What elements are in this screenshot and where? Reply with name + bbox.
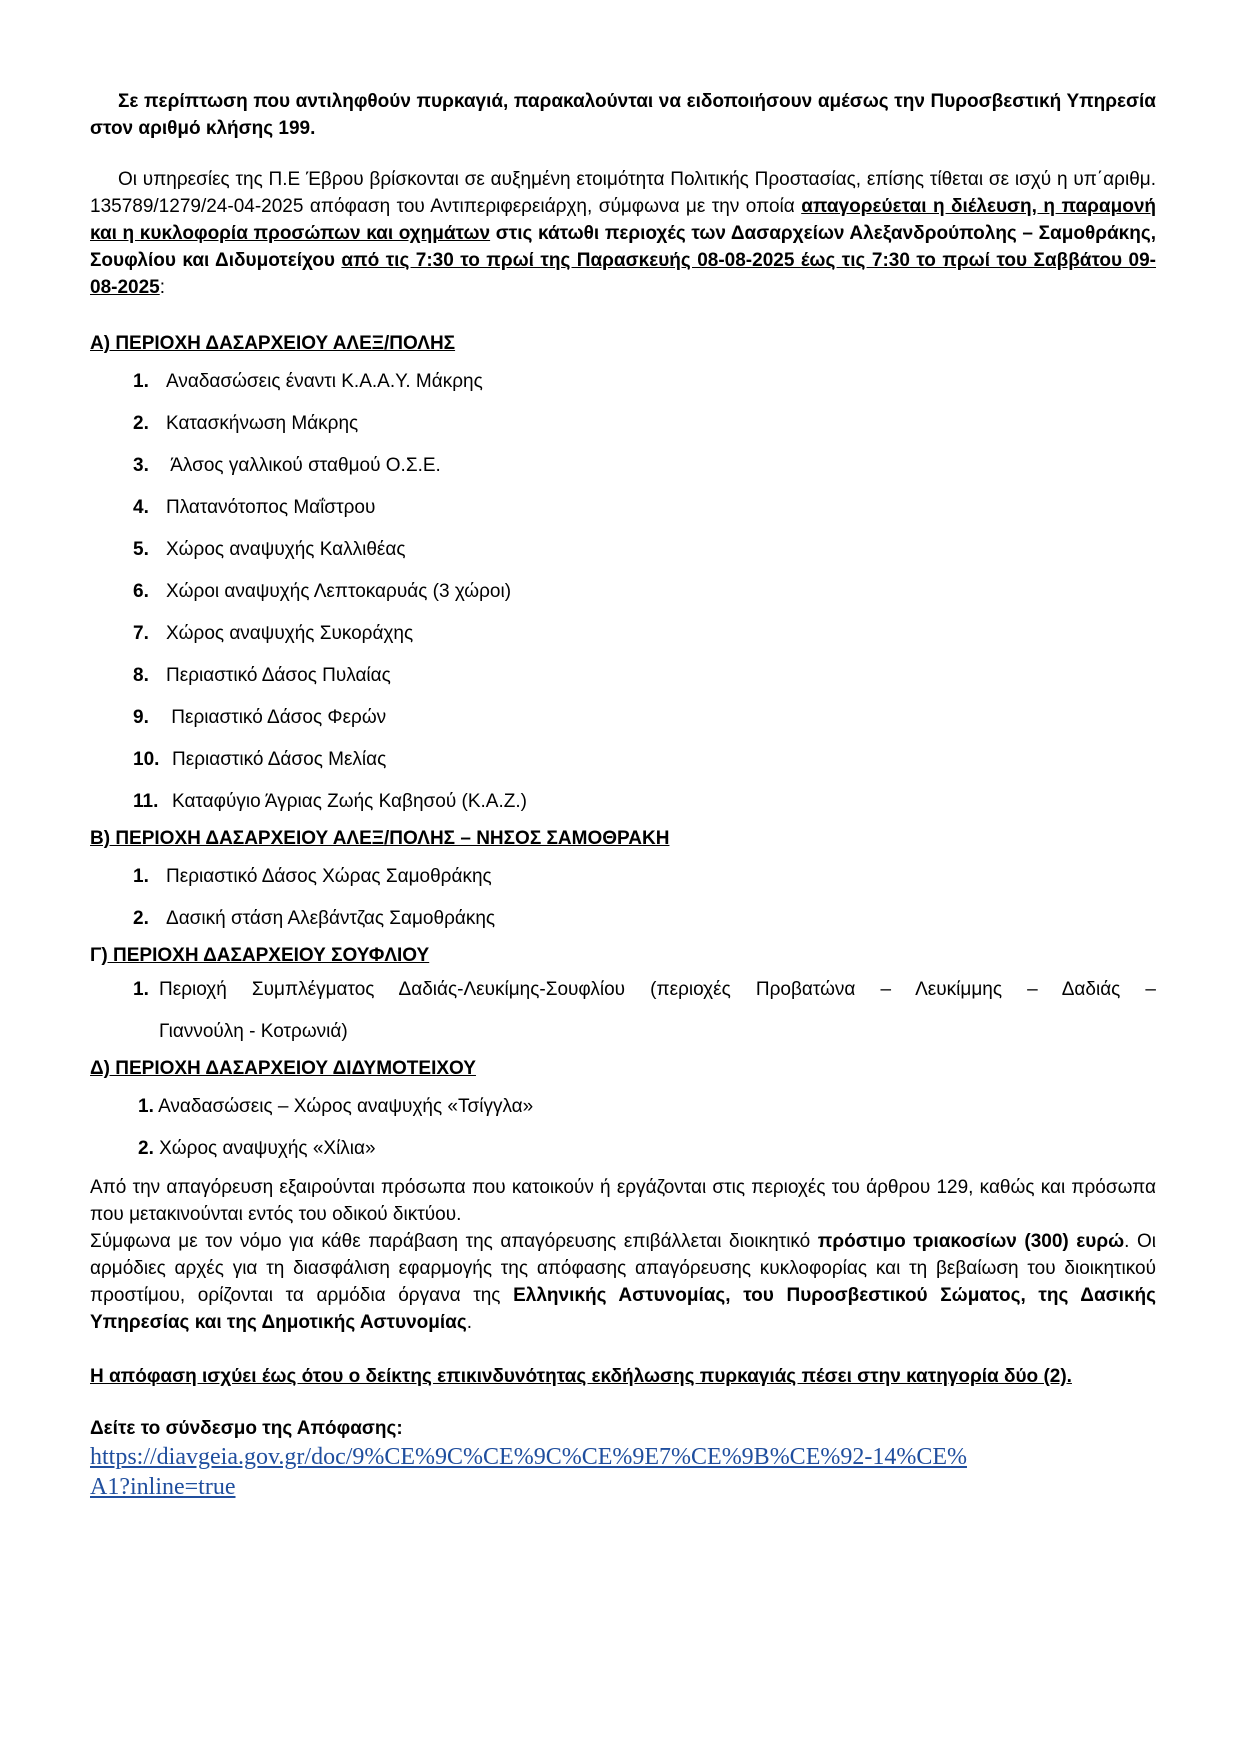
- section-d-heading: Δ) ΠΕΡΙΟΧΗ ΔΑΣΑΡΧΕΙΟΥ ΔΙΔΥΜΟΤΕΙΧΟΥ: [90, 1058, 476, 1079]
- restriction-paragraph: Οι υπηρεσίες της Π.Ε Έβρου βρίσκονται σε αυξημένη ετοιμότητα Πολιτικής Προστασίας, επίσης τίθεται σε ισχύ η υπ΄αριθμ. 135789/1279/24-04-2025 απόφαση του Αντιπεριφερειάρχη, σύμφωνα με την οποία απαγορεύεται η διέλευση, η παραμονή και η κυκλοφορία προσώπων και οχημάτων στις κάτωθι περιοχές των Δασαρχείων Αλεξανδρούπολης – Σαμοθράκης, Σουφλίου και Διδυμοτείχου από τις 7:30 το πρωί της Παρασκευής 08-08-2025 έως τις 7:30 το πρωί του Σαββάτου 09-08-2025:: [90, 169, 1157, 298]
- list-item: 2. Δασική στάση Αλεβάντζας Σαμοθράκης: [133, 908, 496, 929]
- list-item: 1. Περιαστικό Δάσος Χώρας Σαμοθράκης: [133, 866, 492, 887]
- list-item: 3. Άλσος γαλλικού σταθμού Ο.Σ.Ε.: [133, 455, 441, 476]
- document-page: [90, 88, 1156, 1502]
- list-item: 5. Χώρος αναψυχής Καλλιθέας: [133, 539, 406, 560]
- section-b-list: [90, 856, 1156, 940]
- fire-report-paragraph: Σε περίπτωση που αντιληφθούν πυρκαγιά, παρακαλούνται να ειδοποιήσουν αμέσως την Πυροσβεστική Υπηρεσία στον αριθμό κλήσης 199.: [90, 91, 1156, 139]
- section-b-heading: Β) ΠΕΡΙΟΧΗ ΔΑΣΑΡΧΕΙΟΥ ΑΛΕΞ/ΠΟΛΗΣ – ΝΗΣΟΣ ΣΑΜΟΘΡΑΚΗ: [90, 828, 670, 849]
- list-item: 2. Κατασκήνωση Μάκρης: [133, 413, 359, 434]
- section-d-list: [90, 1086, 1156, 1170]
- section-a-list: [90, 361, 1156, 823]
- list-item: 4. Πλατανότοπος Μαΐστρου: [133, 497, 376, 518]
- list-item: 10. Περιαστικό Δάσος Μελίας: [133, 749, 387, 770]
- fine-paragraph: Σύμφωνα με τον νόμο για κάθε παράβαση της απαγόρευσης επιβάλλεται διοικητικό πρόστιμο τριακοσίων (300) ευρώ. Οι αρμόδιες αρχές για τη διασφάλιση εφαρμογής της απόφασης απαγόρευσης κυκλοφορίας και τη βεβαίωση του διοικητικού προστίμου, ορίζονται τα αρμόδια όργανα της Ελληνικής Αστυνομίας, του Πυροσβεστικού Σώματος, της Δασικής Υπηρεσίας και της Δημοτικής Αστυνομίας.: [90, 1231, 1156, 1333]
- section-a-heading: Α) ΠΕΡΙΟΧΗ ΔΑΣΑΡΧΕΙΟΥ ΑΛΕΞ/ΠΟΛΗΣ: [90, 333, 456, 354]
- list-item: 8. Περιαστικό Δάσος Πυλαίας: [133, 665, 391, 686]
- link-label: Δείτε το σύνδεσμο της Απόφασης:: [90, 1418, 403, 1439]
- validity-statement: Η απόφαση ισχύει έως ότου ο δείκτης επικινδυνότητας εκδήλωσης πυρκαγιάς πέσει στην κατηγορία δύο (2).: [90, 1366, 1072, 1387]
- decision-link[interactable]: https://diavgeia.gov.gr/doc/9%CE%9C%CE%9C%CE%9E7%CE%9B%CE%92-14%CE%A1?inline=true: [90, 1444, 967, 1500]
- list-item: 1. Αναδασώσεις – Χώρος αναψυχής «Τσίγγλα»: [138, 1096, 534, 1117]
- restriction-period: από τις 7:30 το πρωί της Παρασκευής 08-08-2025 έως τις 7:30 το πρωί του Σαββάτου 09-08-2025: [90, 250, 1156, 298]
- restriction-emphasis: απαγορεύεται η διέλευση, η παραμονή και η κυκλοφορία προσώπων και οχημάτων: [90, 196, 1156, 244]
- list-item: 1. Αναδασώσεις έναντι Κ.Α.Α.Υ. Μάκρης: [133, 371, 483, 392]
- section-c-list: 1. Περιοχή Συμπλέγματος Δαδιάς-Λευκίμης-Σουφλίου (περιοχές Προβατώνα – Λευκίμμης – Δαδιάς – Γιαννούλη - Κοτρωνιά): [133, 979, 1156, 1042]
- list-item: 6. Χώροι αναψυχής Λεπτοκαρυάς (3 χώροι): [133, 581, 512, 602]
- list-item: 7. Χώρος αναψυχής Συκοράχης: [133, 623, 414, 644]
- list-item: 2. Χώρος αναψυχής «Χίλια»: [138, 1138, 376, 1159]
- list-item: 11. Καταφύγιο Άγριας Ζωής Καβησού (Κ.Α.Ζ.): [133, 791, 527, 812]
- list-item: 1. Περιοχή Συμπλέγματος Δαδιάς-Λευκίμης-Σουφλίου (περιοχές Προβατώνα – Λευκίμμης – Δαδιάς –: [133, 979, 1156, 1000]
- exemptions-paragraph: Από την απαγόρευση εξαιρούνται πρόσωπα που κατοικούν ή εργάζονται στις περιοχές του άρθρου 129, καθώς και πρόσωπα που μετακινούνται εντός του οδικού δικτύου.: [90, 1177, 1156, 1225]
- list-item: 9. Περιαστικό Δάσος Φερών: [133, 707, 387, 728]
- section-c-heading: Γ) ΠΕΡΙΟΧΗ ΔΑΣΑΡΧΕΙΟΥ ΣΟΥΦΛΙΟΥ: [90, 945, 430, 966]
